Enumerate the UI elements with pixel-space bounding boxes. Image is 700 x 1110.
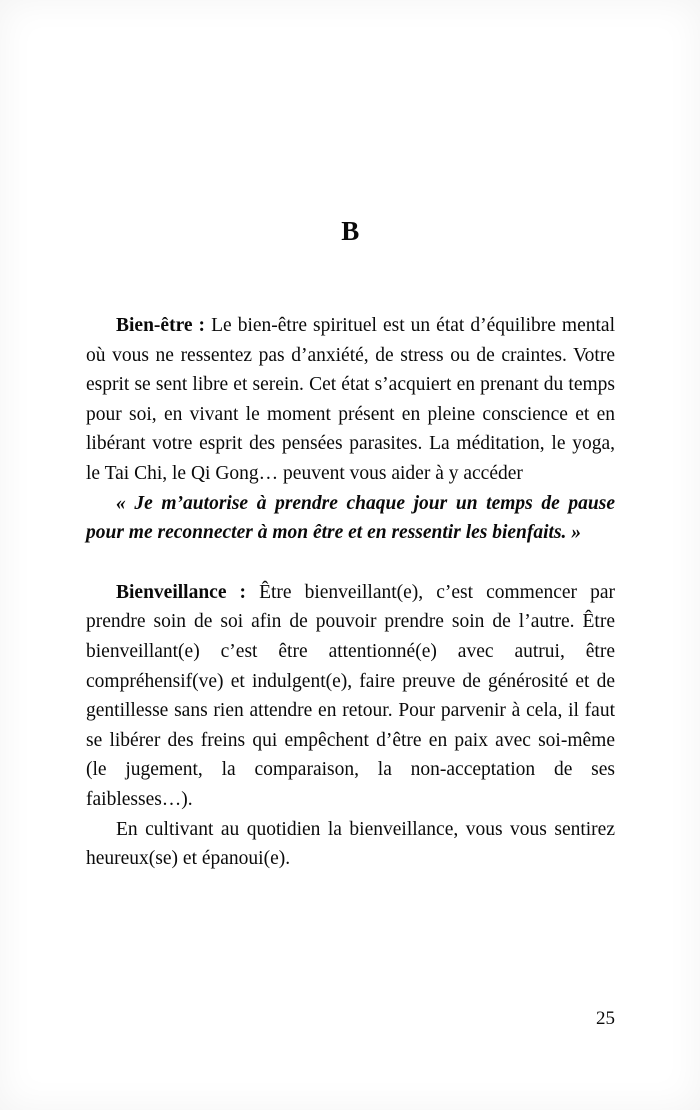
entry-closing-paragraph: En cultivant au quotidien la bienveillance, vous vous sentirez heureux(se) et épanoui(e).	[86, 818, 615, 870]
entry-term-bienveillance: Bienveillance :	[116, 581, 247, 603]
entry-term-bien-etre: Bien-être :	[116, 315, 206, 336]
entry-body-bienveillance: Être bienveillant(e), c’est commencer par prendre soin de soi afin de pouvoir prendre soin de l’autre. Être bienveillant(e) c’est être attentionné(e) avec autrui, être compréhensif(ve) et indulgent(e), faire preuve de générosité et de gentillesse sans rien attendre en retour. Pour parvenir à cela, il faut se libérer des freins qui empêchent d’être en paix avec soi-même (le jugement, la comparaison, la non-acceptation de ses faiblesses…).	[86, 581, 615, 810]
entry-bien-etre	[86, 311, 615, 489]
page-number: 25	[596, 1008, 615, 1029]
entry-body-bien-etre: Le bien-être spirituel est un état d’équilibre mental où vous ne ressentez pas d’anxiété, de stress ou de craintes. Votre esprit se sent libre et serein. Cet état s’acquiert en prenant du temps pour soi, en vivant le moment présent en pleine conscience et en libérant votre esprit des pensées parasites. La méditation, le yoga, le Tai Chi, le Qi Gong… peuvent vous aider à y accéder	[86, 315, 615, 484]
section-letter-heading: B	[341, 216, 360, 246]
affirmation-quote: « Je m’autorise à prendre chaque jour un temps de pause pour me reconnecter à mon être et en ressentir les bienfaits. »	[86, 492, 615, 544]
page-content	[86, 0, 615, 874]
entry-bienveillance	[86, 578, 615, 815]
